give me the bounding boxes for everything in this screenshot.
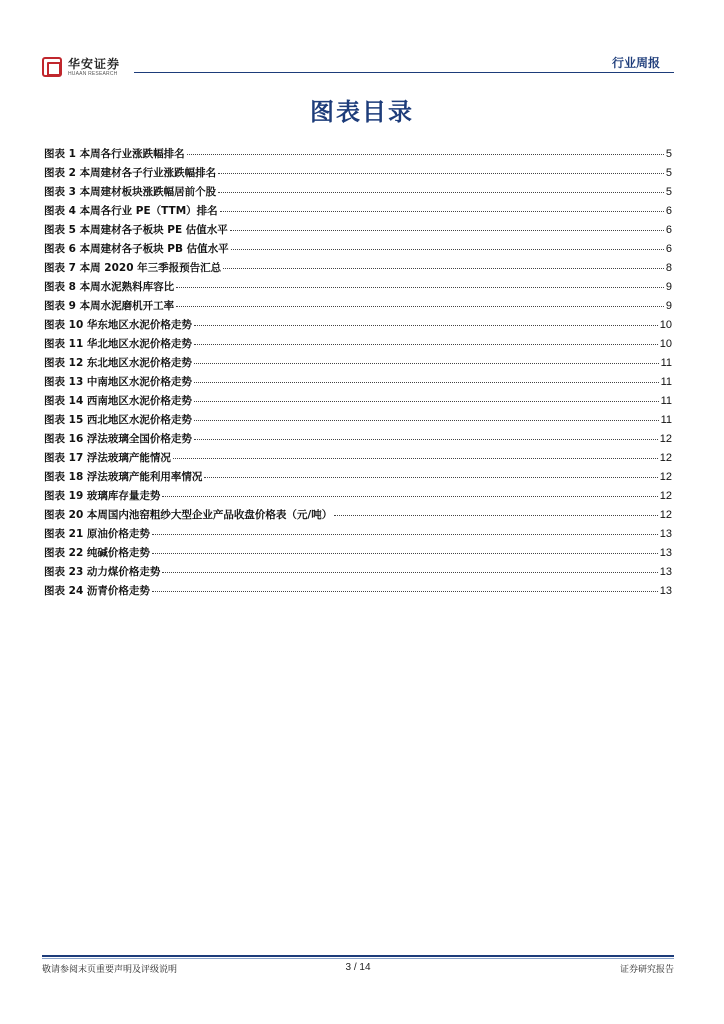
toc-entry[interactable] xyxy=(44,317,672,336)
toc-dot-leader xyxy=(230,230,664,231)
toc-dot-leader xyxy=(194,401,659,402)
toc-entry-page: 12 xyxy=(659,471,672,483)
figure-toc xyxy=(44,146,672,602)
toc-entry-label[interactable]: 图表 23 动力煤价格走势 xyxy=(44,566,161,578)
toc-entry[interactable] xyxy=(44,545,672,564)
toc-entry-label[interactable]: 图表 12 东北地区水泥价格走势 xyxy=(44,357,192,369)
logo-text xyxy=(68,58,120,77)
toc-dot-leader xyxy=(194,420,659,421)
toc-entry[interactable] xyxy=(44,241,672,260)
toc-dot-leader xyxy=(231,249,664,250)
toc-dot-leader xyxy=(218,173,664,174)
toc-dot-leader xyxy=(334,515,657,516)
toc-entry-page: 5 xyxy=(665,167,672,179)
toc-entry-label[interactable]: 图表 16 浮法玻璃全国价格走势 xyxy=(44,433,192,445)
toc-dot-leader xyxy=(220,211,664,212)
toc-entry-page: 6 xyxy=(665,205,672,217)
toc-dot-leader xyxy=(223,268,664,269)
toc-entry-label[interactable]: 图表 8 本周水泥熟料库容比 xyxy=(44,281,175,293)
footer-disclaimer: 敬请参阅末页重要声明及评级说明 xyxy=(42,965,178,975)
toc-entry-page: 11 xyxy=(660,395,672,407)
toc-entry-page: 6 xyxy=(665,243,672,255)
logo-name-cn: 华安证券 xyxy=(68,56,121,71)
toc-entry[interactable] xyxy=(44,431,672,450)
toc-entry-page: 12 xyxy=(659,490,672,502)
toc-entry[interactable] xyxy=(44,336,672,355)
toc-dot-leader xyxy=(204,477,657,478)
toc-entry-label[interactable]: 图表 22 纯碱价格走势 xyxy=(44,547,150,559)
toc-entry-label[interactable]: 图表 20 本周国内池窑粗纱大型企业产品收盘价格表（元/吨） xyxy=(44,509,333,521)
toc-entry-label[interactable]: 图表 17 浮法玻璃产能情况 xyxy=(44,452,171,464)
footer-doc-type: 证券研究报告 xyxy=(619,965,674,975)
toc-dot-leader xyxy=(194,344,658,345)
toc-dot-leader xyxy=(194,363,659,364)
toc-dot-leader xyxy=(152,534,658,535)
footer-divider xyxy=(42,955,674,957)
company-logo xyxy=(42,57,120,77)
toc-entry[interactable] xyxy=(44,146,672,165)
toc-entry-page: 9 xyxy=(665,281,672,293)
page-header xyxy=(42,54,674,88)
toc-entry[interactable] xyxy=(44,488,672,507)
toc-entry-page: 10 xyxy=(659,338,672,350)
toc-entry-label[interactable]: 图表 3 本周建材板块涨跌幅居前个股 xyxy=(44,186,217,198)
toc-entry-page: 5 xyxy=(665,148,672,160)
toc-entry-label[interactable]: 图表 19 玻璃库存量走势 xyxy=(44,490,161,502)
toc-entry[interactable] xyxy=(44,165,672,184)
toc-entry-page: 8 xyxy=(665,262,672,274)
page-title: 图表目录 xyxy=(310,97,414,126)
page-footer xyxy=(42,962,674,978)
toc-entry[interactable] xyxy=(44,412,672,431)
toc-entry[interactable] xyxy=(44,203,672,222)
toc-entry-label[interactable]: 图表 1 本周各行业涨跌幅排名 xyxy=(44,148,185,160)
toc-entry[interactable] xyxy=(44,298,672,317)
toc-dot-leader xyxy=(152,553,658,554)
toc-entry-page: 10 xyxy=(659,319,672,331)
toc-entry-label[interactable]: 图表 13 中南地区水泥价格走势 xyxy=(44,376,192,388)
toc-entry-label[interactable]: 图表 11 华北地区水泥价格走势 xyxy=(44,338,192,350)
toc-entry-page: 11 xyxy=(660,414,672,426)
toc-entry-page: 11 xyxy=(660,357,672,369)
toc-entry-page: 12 xyxy=(659,433,672,445)
toc-entry[interactable] xyxy=(44,393,672,412)
toc-dot-leader xyxy=(194,439,658,440)
toc-dot-leader xyxy=(218,192,664,193)
toc-entry[interactable] xyxy=(44,526,672,545)
toc-entry-page: 5 xyxy=(665,186,672,198)
toc-dot-leader xyxy=(176,287,664,288)
toc-entry[interactable] xyxy=(44,374,672,393)
toc-entry-label[interactable]: 图表 5 本周建材各子板块 PE 估值水平 xyxy=(44,224,228,236)
toc-entry-label[interactable]: 图表 4 本周各行业 PE（TTM）排名 xyxy=(44,205,218,217)
report-type-label: 行业周报 xyxy=(611,56,660,70)
toc-entry-label[interactable]: 图表 7 本周 2020 年三季报预告汇总 xyxy=(44,262,222,274)
toc-entry-label[interactable]: 图表 15 西北地区水泥价格走势 xyxy=(44,414,192,426)
toc-entry-label[interactable]: 图表 10 华东地区水泥价格走势 xyxy=(44,319,192,331)
toc-entry-page: 6 xyxy=(665,224,672,236)
toc-entry[interactable] xyxy=(44,450,672,469)
toc-entry-page: 13 xyxy=(659,547,672,559)
toc-entry-label[interactable]: 图表 2 本周建材各子行业涨跌幅排名 xyxy=(44,167,217,179)
toc-entry-page: 12 xyxy=(659,509,672,521)
logo-name-en: HUAAN RESEARCH xyxy=(68,70,118,77)
toc-entry[interactable] xyxy=(44,564,672,583)
toc-entry[interactable] xyxy=(44,279,672,298)
toc-entry[interactable] xyxy=(44,469,672,488)
toc-entry[interactable] xyxy=(44,583,672,602)
toc-entry-label[interactable]: 图表 9 本周水泥磨机开工率 xyxy=(44,300,175,312)
toc-entry[interactable] xyxy=(44,507,672,526)
header-divider xyxy=(134,72,674,73)
toc-dot-leader xyxy=(176,306,664,307)
toc-entry-label[interactable]: 图表 14 西南地区水泥价格走势 xyxy=(44,395,192,407)
toc-entry[interactable] xyxy=(44,222,672,241)
toc-entry-page: 13 xyxy=(659,566,672,578)
toc-entry-page: 12 xyxy=(659,452,672,464)
page-number: 3 / 14 xyxy=(345,962,371,973)
toc-entry-label[interactable]: 图表 24 沥青价格走势 xyxy=(44,585,150,597)
toc-dot-leader xyxy=(187,154,664,155)
toc-entry-page: 9 xyxy=(665,300,672,312)
footer-divider-thin xyxy=(42,958,674,959)
logo-seal-icon xyxy=(42,57,62,77)
toc-dot-leader xyxy=(162,572,657,573)
toc-entry-page: 11 xyxy=(660,376,672,388)
toc-entry-page: 13 xyxy=(659,528,672,540)
toc-dot-leader xyxy=(194,325,658,326)
toc-dot-leader xyxy=(173,458,658,459)
toc-entry[interactable] xyxy=(44,355,672,374)
toc-entry-label[interactable]: 图表 6 本周建材各子板块 PB 估值水平 xyxy=(44,243,229,255)
toc-entry-label[interactable]: 图表 18 浮法玻璃产能利用率情况 xyxy=(44,471,203,483)
toc-entry[interactable] xyxy=(44,260,672,279)
toc-dot-leader xyxy=(162,496,657,497)
toc-entry-label[interactable]: 图表 21 原油价格走势 xyxy=(44,528,150,540)
toc-dot-leader xyxy=(194,382,659,383)
toc-entry[interactable] xyxy=(44,184,672,203)
toc-dot-leader xyxy=(152,591,658,592)
toc-entry-page: 13 xyxy=(659,585,672,597)
